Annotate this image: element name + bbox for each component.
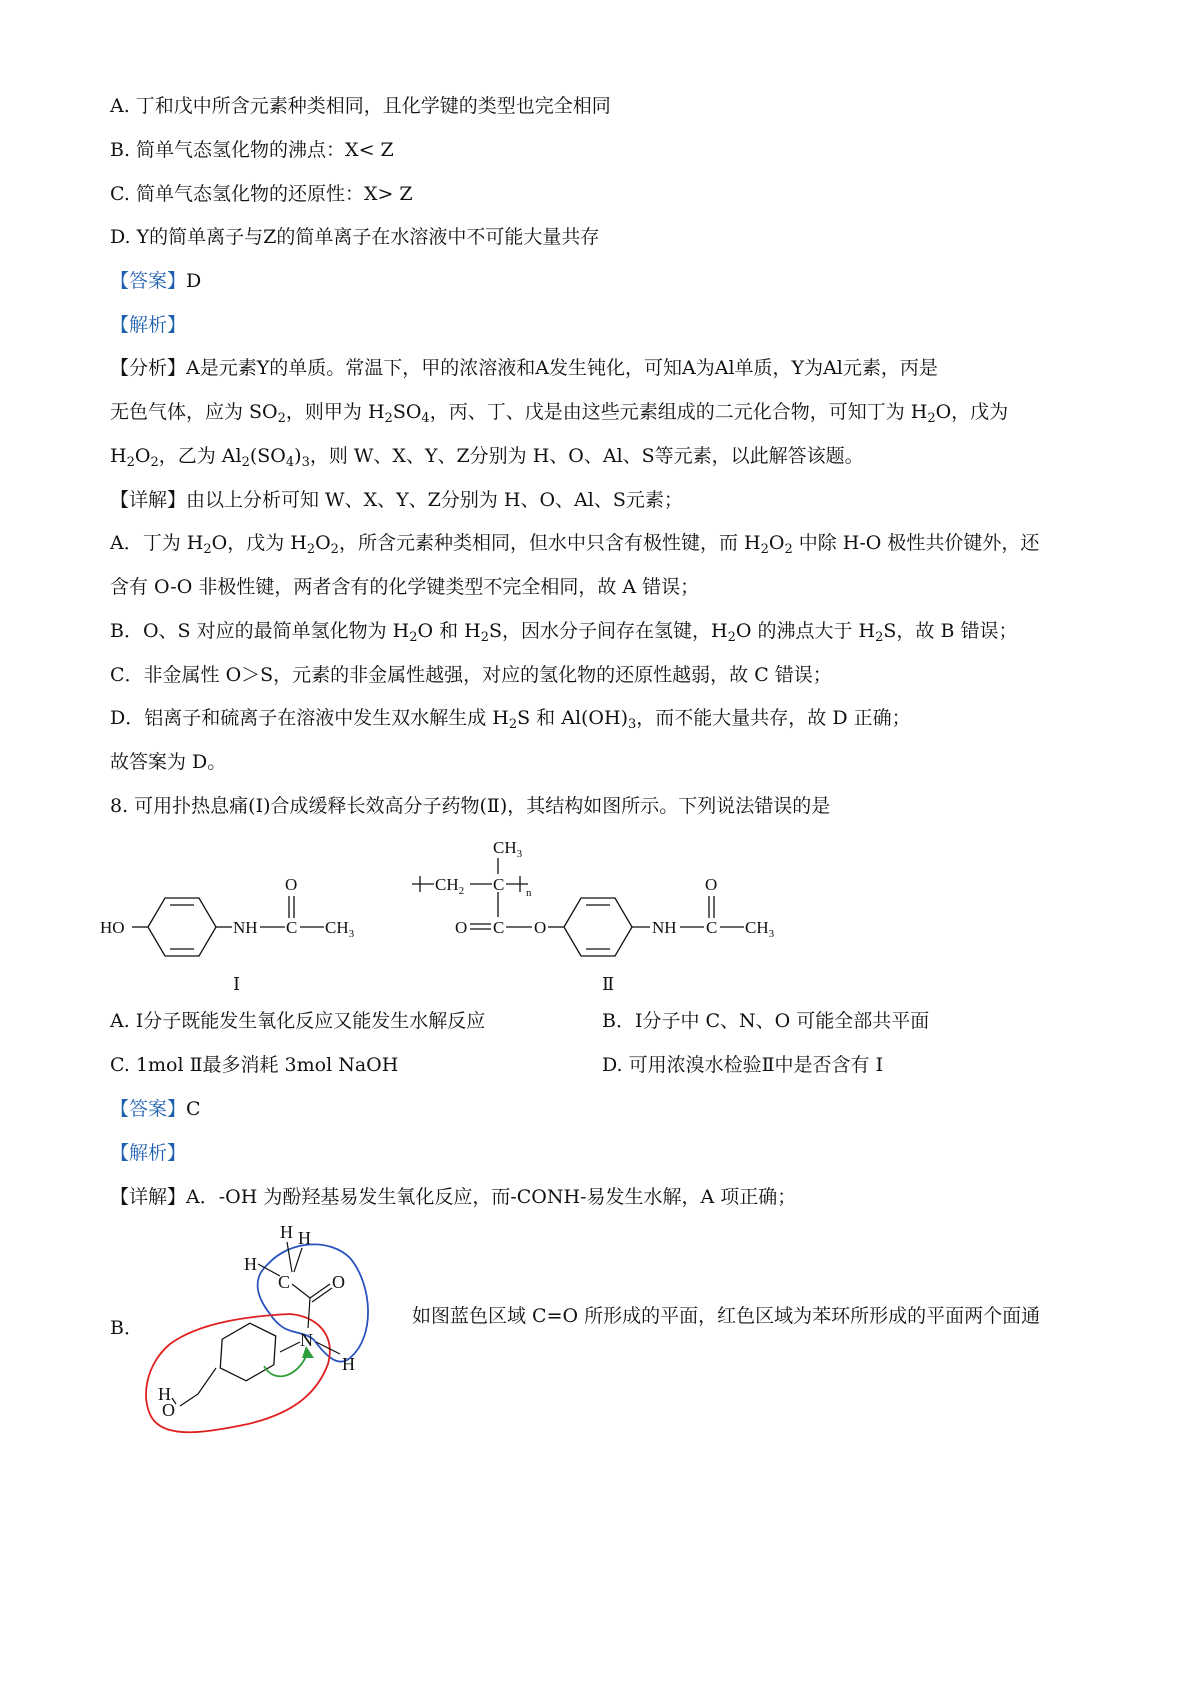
struct-II-O-carbonyl: O	[455, 918, 468, 937]
q7-xiangjie-a1: A．丁为 $H_2O$，戊为 $H_2O_2$，所含元素种类相同，但水中只含有极性键，而 $H_2O_2$ 中除 H-O 极性共价键外，还	[110, 532, 1040, 557]
answer-label: 【答案】	[110, 270, 187, 292]
fig-c-methyl: C	[278, 1272, 291, 1292]
structure-II	[412, 838, 775, 994]
q8-option-b: B．Ⅰ分子中 C、N、O 可能全部共平面	[602, 1010, 930, 1032]
answer-label: 【答案】	[110, 1098, 187, 1120]
q7-fenxi-line2: 无色气体，应为 $SO_2$，则甲为 $H_2SO_4$，丙、丁、戊是由这些元素组成的二元化合物，可知丁为 $H_2O$，戊为	[110, 401, 1009, 426]
xiangjie-label: 【详解】	[110, 489, 187, 511]
q7-answer	[110, 268, 1100, 294]
answer-value: D	[186, 270, 202, 292]
struct-II-C-amide: C	[706, 918, 718, 937]
fig-h-topright: H	[298, 1228, 311, 1248]
q7-fenxi-line3: $H_2O_2$，乙为 $Al_2(SO_4)_3$，则 W、X、Y、Z分别为 H、O、Al、S等元素，以此解答该题。	[110, 445, 864, 470]
fig-o-oh: O	[162, 1400, 175, 1420]
struct-II-O-amide: O	[705, 875, 718, 894]
q7-xiangjie-c1: C．非金属性 O＞S，元素的非金属性越强，对应的氢化物的还原性越弱，故 C 错误；	[110, 664, 832, 686]
q8-jiexi-label: 【解析】	[110, 1142, 187, 1164]
q8-b-label: B．	[110, 1317, 143, 1339]
q8-plane-figure	[140, 1218, 410, 1458]
struct-II-n: n	[526, 887, 532, 899]
answer-value: C	[186, 1098, 201, 1120]
q7-xiangjie-b1: B．O、S 对应的最简单氢化物为 $H_2O$ 和 $H_2S$，因水分子间存在氢键，$H_2O$ 的沸点大于 $H_2S$，故 B 错误；	[110, 620, 1018, 645]
q7-xiangjie-a2: 含有 O-O 非极性键，两者含有的化学键类型不完全相同，故 A 错误；	[110, 576, 700, 598]
q7-fenxi-line1: 【分析】A是元素Y的单质。常温下，甲的浓溶液和A发生钝化，可知A为Al单质，Y为Al元素，丙是	[110, 357, 938, 379]
q7-option-a: A. 丁和戊中所含元素种类相同，且化学键的类型也完全相同	[110, 95, 611, 117]
q7-xiangjie-line0: 【详解】由以上分析可知 W、X、Y、Z分别为 H、O、Al、S元素；	[110, 489, 683, 511]
q8-structures-figure	[90, 828, 810, 998]
struct-II-label: Ⅱ	[602, 974, 615, 994]
q7-option-b: B. 简单气态氢化物的沸点：X< Z	[110, 139, 394, 161]
struct-II-O-ester: O	[534, 918, 547, 937]
fig-h-left: H	[244, 1254, 257, 1274]
struct-II-C-ester: C	[493, 918, 505, 937]
struct-II-CH3-end: $CH_3$	[745, 918, 775, 940]
struct-I-NH: NH	[233, 918, 258, 937]
fig-h-n: H	[342, 1354, 355, 1374]
q8-answer	[110, 1096, 1100, 1122]
xiangjie-label: 【详解】	[110, 1186, 187, 1208]
struct-II-CH2: $CH_2$	[435, 875, 465, 897]
struct-II-NH: NH	[652, 918, 677, 937]
q8-b-text: 如图蓝色区域 C=O 所形成的平面，红色区域为苯环所形成的平面两个面通	[412, 1305, 1041, 1327]
fenxi-label: 【分析】	[110, 357, 187, 379]
struct-II-CH3: $CH_3$	[493, 838, 523, 860]
q8-option-c: C. 1mol Ⅱ最多消耗 3mol NaOH	[110, 1054, 399, 1076]
fig-h-top: H	[280, 1222, 293, 1242]
q7-option-c: C. 简单气态氢化物的还原性：X> Z	[110, 183, 413, 205]
q8-stem: 8. 可用扑热息痛(Ⅰ)合成缓释长效高分子药物(Ⅱ)，其结构如图所示。下列说法错误的是	[110, 795, 831, 817]
fig-h-oh: H	[158, 1384, 171, 1404]
q7-jiexi-label: 【解析】	[110, 314, 187, 336]
struct-I-O: O	[285, 875, 298, 894]
struct-I-C: C	[286, 918, 298, 937]
fig-o-carbonyl: O	[332, 1272, 345, 1292]
struct-II-C: C	[493, 875, 505, 894]
struct-I-HO: HO	[100, 918, 125, 937]
q8-option-a: A. I分子既能发生氧化反应又能发生水解反应	[110, 1010, 486, 1032]
rotation-arrow	[264, 1352, 308, 1376]
q8-xiangjie-a: 【详解】A．-OH 为酚羟基易发生氧化反应，而-CONH-易发生水解，A 项正确；	[110, 1186, 797, 1208]
q7-conclusion: 故答案为 D。	[110, 751, 227, 773]
fig-n: N	[300, 1330, 313, 1350]
struct-I-label: Ⅰ	[233, 974, 241, 994]
q8-option-d: D. 可用浓溴水检验Ⅱ中是否含有 I	[602, 1054, 884, 1076]
q7-option-d: D. Y的简单离子与Z的简单离子在水溶液中不可能大量共存	[110, 226, 600, 248]
q7-xiangjie-d1: D．铝离子和硫离子在溶液中发生双水解生成 $H_2S$ 和 $Al(OH)_3$，而不能大量共存，故 D 正确；	[110, 707, 911, 732]
struct-I-CH3: $CH_3$	[325, 918, 355, 940]
structure-I	[100, 875, 355, 994]
